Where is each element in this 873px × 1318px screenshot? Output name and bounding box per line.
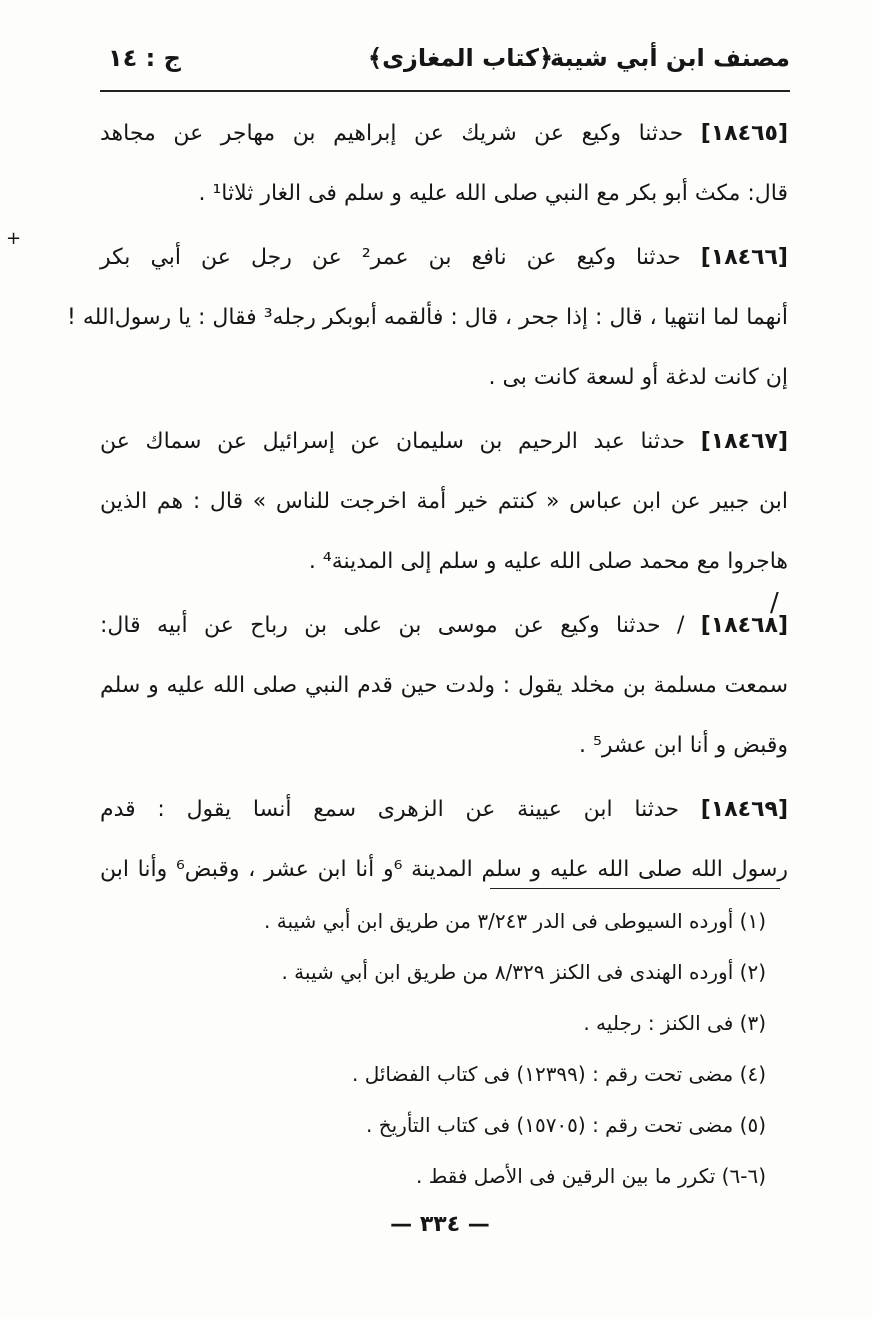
hadith-number: [١٨٤٦٩] — [700, 797, 788, 822]
hadith-text-line: سمعت مسلمة بن مخلد يقول : ولدت حين قدم النبي صلى الله عليه و سلم — [100, 673, 788, 698]
hadith-text-line: قال: مكث أبو بكر مع النبي صلى الله عليه و سلم فى الغار ثلاثا¹ . — [198, 181, 788, 206]
book-title: مصنف ابن أبي شيبة — [549, 44, 790, 72]
hadith-body — [67, 104, 789, 904]
hadith-number: [١٨٤٦٧] — [700, 429, 788, 454]
page-header — [100, 36, 790, 86]
hadith-text-line: هاجروا مع محمد صلى الله عليه و سلم إلى المدينة⁴ . — [308, 549, 788, 574]
hadith-18469 — [100, 780, 788, 900]
hadith-18467 — [100, 412, 788, 592]
hadith-number: [١٨٤٦٨] — [700, 613, 788, 638]
hadith-text-line: أنهما لما انتهيا ، قال : إذا جحر ، قال : فألقمه أبوبكر رجله³ فقال : يا رسول‌الله ! — [67, 305, 788, 330]
hadith-18465 — [100, 104, 788, 224]
hadith-text-line: / حدثنا وكيع عن موسى بن على بن رباح عن أبيه قال: — [100, 613, 685, 638]
chapter-title: ﴿كتاب المغازى﴾ — [368, 44, 554, 72]
footnotes — [200, 896, 766, 1202]
header-divider — [100, 90, 790, 92]
hadith-18468 — [100, 596, 788, 776]
hadith-text-line: حدثنا وكيع عن نافع بن عمر² عن رجل عن أبي بكر — [100, 245, 681, 270]
footnote-item: (٦-٦) تكرر ما بين الرقين فى الأصل فقط . — [416, 1164, 766, 1188]
hadith-text-line: إن كانت لدغة أو لسعة كانت بى . — [488, 365, 788, 390]
hadith-text-line: حدثنا ابن عيينة عن الزهرى سمع أنسا يقول : قدم — [100, 797, 679, 822]
footnote-item: (٢) أورده الهندى فى الكنز ٨/٣٢٩ من طريق ابن أبي شيبة . — [281, 960, 766, 984]
hadith-text-line: حدثنا وكيع عن شريك عن إبراهيم بن مهاجر عن مجاهد — [100, 121, 684, 146]
hadith-number: [١٨٤٦٥] — [700, 121, 789, 146]
footnote-item: (٤) مضى تحت رقم : (١٢٣٩٩) فى كتاب الفضائل . — [351, 1062, 766, 1086]
volume-number: ج : ١٤ — [108, 44, 181, 72]
hadith-text-line: ابن جبير عن ابن عباس « كنتم خير أمة اخرجت للناس » قال : هم الذين — [100, 489, 788, 514]
footnote-item: (٣) فى الكنز : رجليه . — [583, 1011, 766, 1035]
page-number: — ٣٣٤ — — [390, 1212, 490, 1237]
hadith-number: [١٨٤٦٦] — [700, 245, 788, 270]
footnote-divider — [490, 888, 780, 889]
hadith-text-line: حدثنا عبد الرحيم بن سليمان عن إسرائيل عن سماك عن — [100, 429, 686, 454]
hadith-text-line: وقبض و أنا ابن عشر⁵ . — [579, 733, 788, 758]
hadith-text-line: رسول الله صلى الله عليه و سلم المدينة ⁶و أنا ابن عشر ، وقبض⁶ وأنا ابن — [100, 857, 789, 882]
margin-page-break-mark: / — [770, 588, 779, 618]
crosshair-mark: + — [6, 228, 22, 249]
hadith-18466 — [67, 228, 788, 408]
footnote-item: (١) أورده السيوطى فى الدر ٣/٢٤٣ من طريق ابن أبي شيبة . — [264, 909, 766, 933]
footnote-item: (٥) مضى تحت رقم : (١٥٧٠٥) فى كتاب التأريخ . — [365, 1113, 766, 1137]
